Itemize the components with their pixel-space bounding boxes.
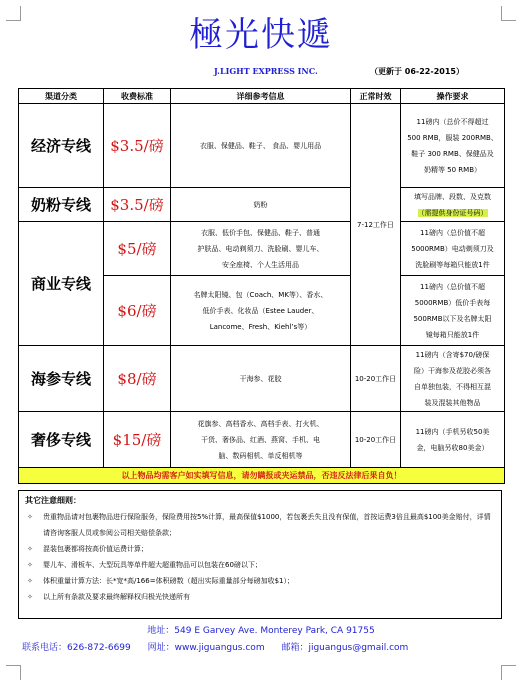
info-seafood: 干海参、花胶 bbox=[171, 346, 351, 412]
company-title: 極光快遞 bbox=[189, 15, 333, 55]
column-header: 正常时效 bbox=[351, 89, 401, 104]
note-item: ✧ 贵重物品请对包裹物品进行保险服务，保险费用按5%计算，最高保值$1000，若包裹丢失且没有保值，首按运费3倍且最高$100美金赔付，详情请咨询客服人员或参阅公司相关赔偿条款； bbox=[25, 509, 495, 541]
note-item: ✧ 以上所有条款及要求最终解释权归极光快递所有 bbox=[25, 589, 495, 605]
diamond-bullet-icon: ✧ bbox=[27, 545, 33, 553]
requirement-economy: 11磅内（总价不得超过 500 RMB，服装 200RMB、 鞋子 300 RMB、保健品及 奶精等 50 RMB） bbox=[401, 104, 505, 188]
footer-address: 地址：549 E Garvey Ave. Monterey Park, CA 91755 bbox=[147, 626, 375, 636]
requirement-milk: 填写品牌、段数、及克数 （需提供身份证号码） bbox=[401, 188, 505, 222]
info-milk: 奶粉 bbox=[171, 188, 351, 222]
note-item: ✧ 混装包裹都将按高价值运费计算； bbox=[25, 541, 495, 557]
table-row-seafood bbox=[19, 346, 505, 412]
table-row-milk bbox=[19, 188, 505, 222]
info-commerce-2: 名牌太阳镜、包（Coach、MK等）、香水、 低价手表、化妆品（Estee Lauder、 Lancome、Fresh、Kiehl’s等） bbox=[171, 276, 351, 346]
time-luxury: 10-20工作日 bbox=[351, 412, 401, 468]
table-row-luxury bbox=[19, 412, 505, 468]
column-header: 详细参考信息 bbox=[171, 89, 351, 104]
footer-phone: 联系电话：626-872-6699 bbox=[22, 643, 131, 653]
column-header: 收费标准 bbox=[104, 89, 171, 104]
update-date: （更新于 06-22-2015） bbox=[370, 67, 464, 76]
price-milk: $3.5/磅 bbox=[104, 188, 171, 222]
column-header: 渠道分类 bbox=[19, 89, 104, 104]
price-seafood: $8/磅 bbox=[104, 346, 171, 412]
diamond-bullet-icon: ✧ bbox=[27, 577, 33, 585]
table-row-economy bbox=[19, 104, 505, 188]
price-commerce-1: $5/磅 bbox=[104, 222, 171, 276]
footer-contact bbox=[22, 640, 422, 653]
footer-email[interactable]: 邮箱：jiguangus@gmail.com bbox=[281, 643, 409, 653]
info-luxury: 花旗参、高档香水、高档手表、打火机、 干货、奢侈品、红酒、燕窝、手机、电 脑、数码相机、单反相机等 bbox=[171, 412, 351, 468]
price-table bbox=[18, 88, 505, 484]
id-required-highlight: （需提供身份证号码） bbox=[417, 208, 488, 217]
info-economy: 衣服、保健品、鞋子、 食品、婴儿用品 bbox=[171, 104, 351, 188]
category-seafood: 海参专线 bbox=[19, 346, 104, 412]
column-header: 操作要求 bbox=[401, 89, 505, 104]
time-seafood: 10-20工作日 bbox=[351, 346, 401, 412]
price-commerce-2: $6/磅 bbox=[104, 276, 171, 346]
info-commerce-1: 衣服、低价手包、保健品、鞋子、普通 护肤品、电动剃须刀、洗脸刷、婴儿车、 安全座椅、个人生活用品 bbox=[171, 222, 351, 276]
table-row-commerce-1 bbox=[19, 222, 505, 276]
requirement-commerce-1: 11磅内（总价值不超 5000RMB）电动剃须刀及 洗脸刷等每箱只能放1件 bbox=[401, 222, 505, 276]
requirement-commerce-2: 11磅内（总价值不超 5000RMB）低价手表每 500RMB以下及名牌太阳 镜每箱只能放1件 bbox=[401, 276, 505, 346]
category-commerce: 商业专线 bbox=[19, 222, 104, 346]
requirement-luxury: 11磅内（手机另收50美 金，电脑另收80美金） bbox=[401, 412, 505, 468]
table-header-row bbox=[19, 89, 505, 104]
diamond-bullet-icon: ✧ bbox=[27, 561, 33, 569]
notice-text: 以上物品均需客户如实填写信息，请勿瞒报或夹运禁品，否违反法律后果自负！ bbox=[19, 468, 505, 484]
category-luxury: 奢侈专线 bbox=[19, 412, 104, 468]
notice-row bbox=[19, 468, 505, 484]
category-milk: 奶粉专线 bbox=[19, 188, 104, 222]
diamond-bullet-icon: ✧ bbox=[27, 593, 33, 601]
category-economy: 经济专线 bbox=[19, 104, 104, 188]
footer-website[interactable]: 网址：www.jiguangus.com bbox=[147, 643, 265, 653]
price-economy: $3.5/磅 bbox=[104, 104, 171, 188]
price-luxury: $15/磅 bbox=[104, 412, 171, 468]
time-standard: 7-12工作日 bbox=[351, 104, 401, 346]
diamond-bullet-icon: ✧ bbox=[27, 513, 33, 521]
crop-mark-bottom-right bbox=[501, 665, 516, 680]
notes-heading: 其它注意细则： bbox=[25, 496, 81, 505]
requirement-seafood: 11磅内（含寄$70/磅保 险）干海参及花胶必须各 自单独包装，不得相互混 装及混装其他物品 bbox=[401, 346, 505, 412]
company-subtitle: J.LIGHT EXPRESS INC. bbox=[214, 66, 318, 76]
note-item: ✧ 婴儿车、滑板车、大型玩具等单件超大超重物品可以包装在60磅以下； bbox=[25, 557, 495, 573]
note-item: ✧ 体积重量计算方法：长*宽*高/166=体积磅数（超出实际重量部分每磅加收$1）； bbox=[25, 573, 495, 589]
notes-section bbox=[18, 490, 502, 619]
crop-mark-bottom-left bbox=[6, 665, 21, 680]
